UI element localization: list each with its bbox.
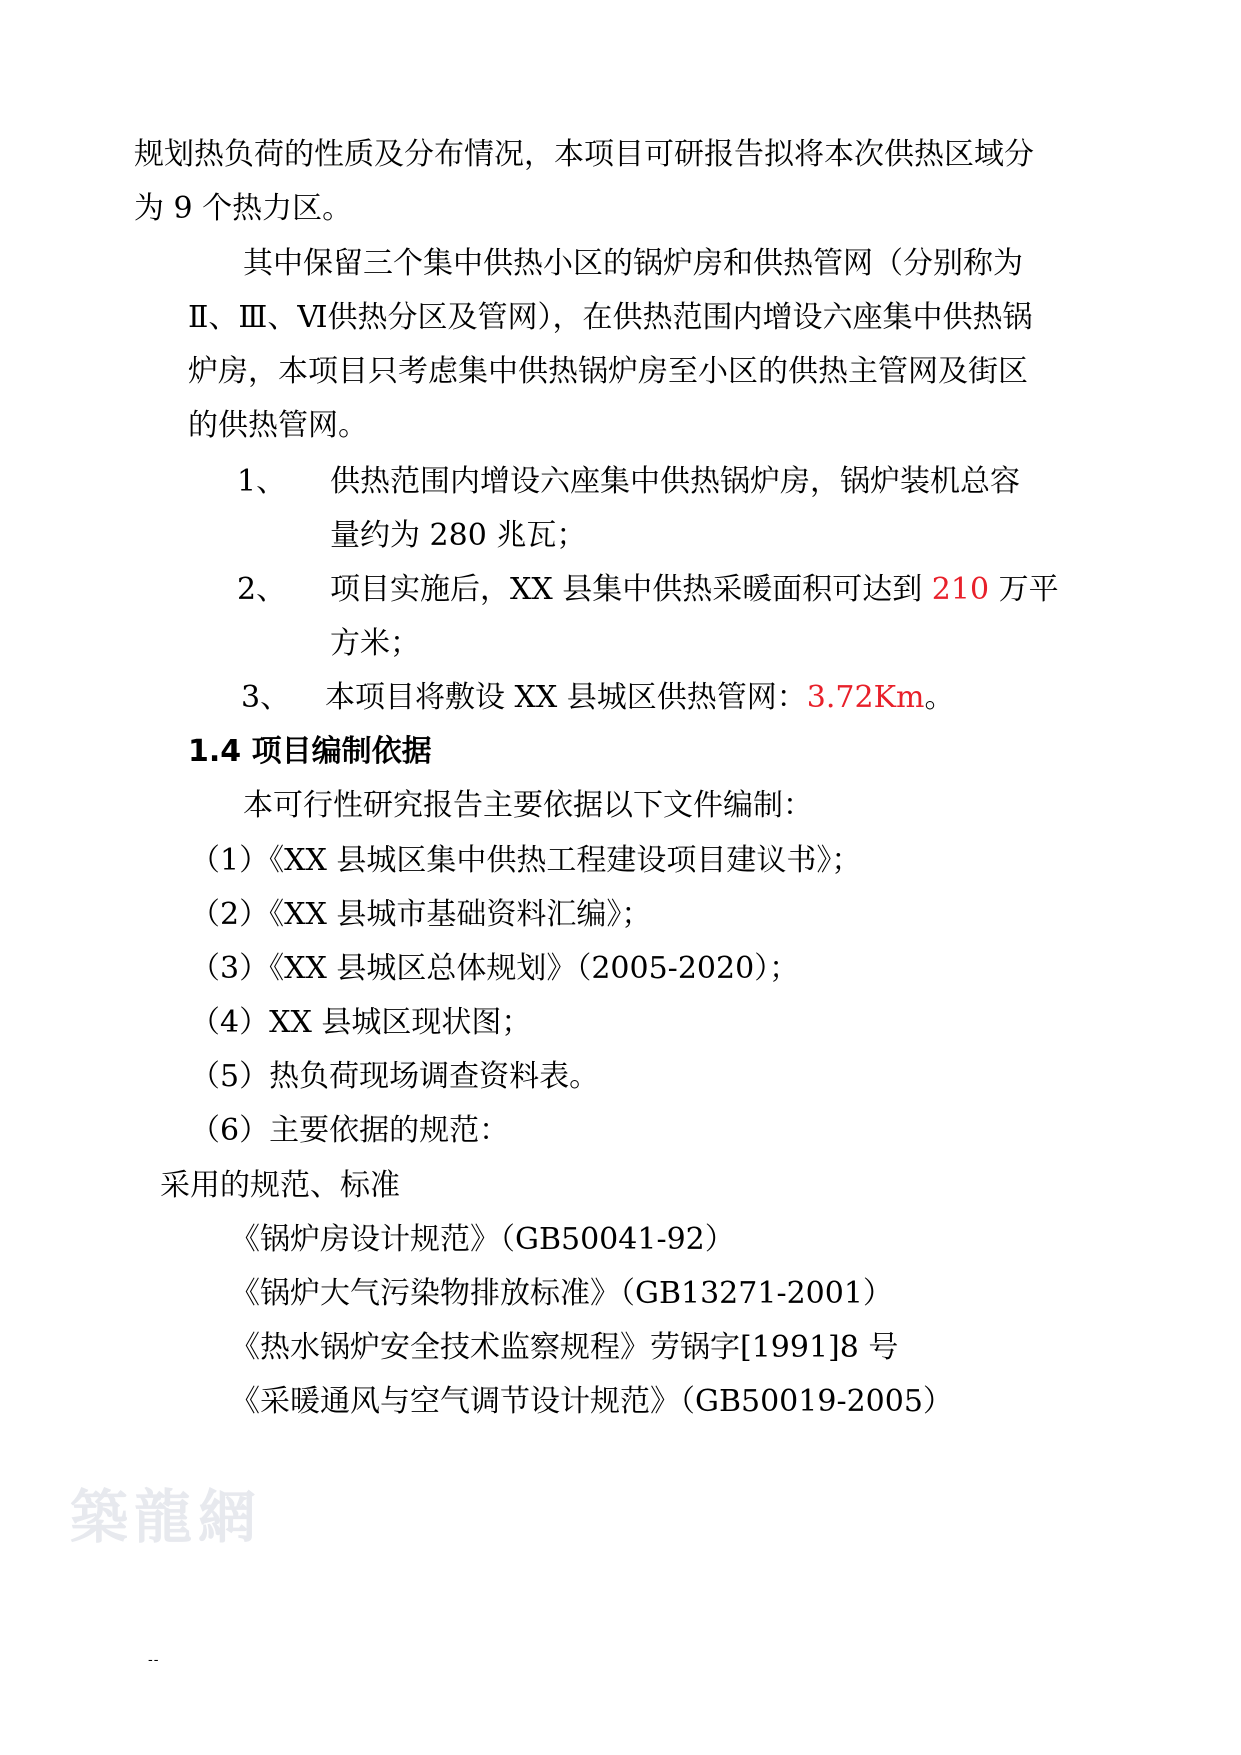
paragraph-2-line-1: 其中保留三个集中供热小区的锅炉房和供热管网（分别称为	[243, 246, 1023, 281]
basis-item-6: （6）主要依据的规范：	[190, 1113, 510, 1148]
watermark-logo: 築龍網	[70, 1483, 263, 1551]
item-2-highlight-value: 210	[931, 572, 990, 607]
standards-title: 采用的规范、标准	[160, 1168, 400, 1203]
basis-item-5: （5）热负荷现场调查资料表。	[190, 1059, 600, 1094]
item-3-highlight-value: 3.72Km	[806, 680, 925, 715]
item-3-number: 3、	[241, 680, 291, 715]
standard-item-4: 《采暖通风与空气调节设计规范》（GB50019-2005）	[230, 1384, 953, 1419]
paragraph-1-line-1: 规划热负荷的性质及分布情况，本项目可研报告拟将本次供热区域分	[134, 137, 1034, 172]
item-3-line-1	[325, 678, 954, 718]
item-3-text-before: 本项目将敷设 XX 县城区供热管网：	[325, 680, 807, 715]
footer-mark: --	[148, 1652, 160, 1668]
standard-item-1: 《锅炉房设计规范》（GB50041-92）	[230, 1222, 735, 1257]
item-2-line-1	[330, 570, 1059, 610]
item-3-text-after: 。	[924, 680, 955, 715]
item-1-line-1: 供热范围内增设六座集中供热锅炉房，锅炉装机总容	[330, 464, 1020, 499]
standard-item-3: 《热水锅炉安全技术监察规程》劳锅字[1991]8 号	[230, 1330, 899, 1365]
section-heading: 1.4 项目编制依据	[188, 734, 432, 769]
item-2-text-after: 万平	[989, 572, 1059, 607]
section-intro: 本可行性研究报告主要依据以下文件编制：	[243, 788, 813, 823]
item-2-number: 2、	[237, 572, 287, 607]
paragraph-2-line-2: Ⅱ、Ⅲ、Ⅵ供热分区及管网），在供热范围内增设六座集中供热锅	[188, 300, 1033, 335]
basis-item-3: （3）《XX 县城区总体规划》（2005-2020）；	[190, 951, 800, 986]
item-2-line-2: 方米；	[330, 626, 420, 661]
basis-item-4: （4）XX 县城区现状图；	[190, 1005, 532, 1040]
basis-item-2: （2）《XX 县城市基础资料汇编》；	[190, 897, 652, 932]
paragraph-2-line-4: 的供热管网。	[188, 408, 368, 443]
item-1-number: 1、	[237, 464, 287, 499]
item-1-line-2: 量约为 280 兆瓦；	[330, 518, 587, 553]
standard-item-2: 《锅炉大气污染物排放标准》（GB13271-2001）	[230, 1276, 893, 1311]
basis-item-1: （1）《XX 县城区集中供热工程建设项目建议书》；	[190, 843, 862, 878]
paragraph-2-line-3: 炉房，本项目只考虑集中供热锅炉房至小区的供热主管网及街区	[188, 354, 1028, 389]
item-2-text-before: 项目实施后，XX 县集中供热采暖面积可达到	[330, 572, 932, 607]
paragraph-1-line-2: 为 9 个热力区。	[134, 191, 353, 226]
